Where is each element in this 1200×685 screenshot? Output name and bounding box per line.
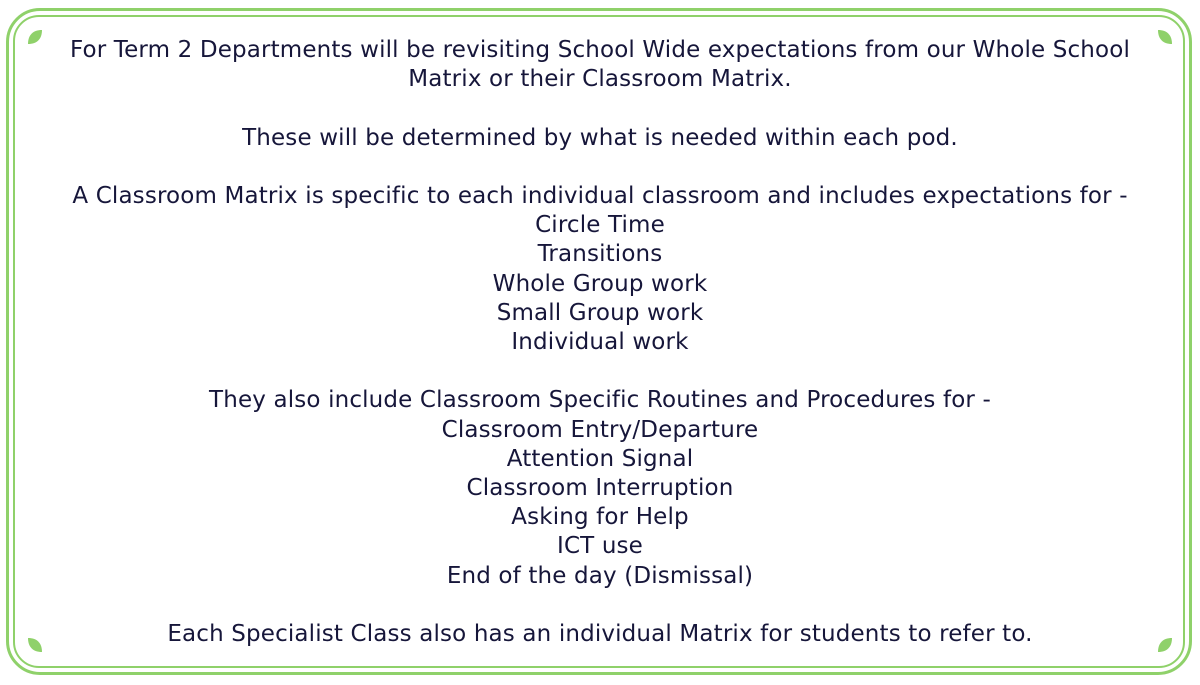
classroom-matrix-heading: A Classroom Matrix is specific to each individual classroom and includes expectations for - — [72, 182, 1128, 209]
intro-line: For Term 2 Departments will be revisiting School Wide expectations from our Whole School — [69, 37, 1131, 63]
list-item: Asking for Help — [511, 504, 689, 531]
list-item: Classroom Entry/Departure — [441, 416, 759, 443]
list-item: End of the day (Dismissal) — [446, 562, 754, 589]
list-item: Classroom Interruption — [466, 475, 734, 501]
specialist-note: Each Specialist Class also has an individual Matrix for students to refer to. — [167, 621, 1033, 647]
notice-body — [30, 36, 1170, 649]
list-item: Transitions — [537, 241, 663, 268]
list-item: Individual work — [511, 329, 689, 355]
list-item: Whole Group work — [492, 270, 708, 297]
routines-heading: They also include Classroom Specific Routines and Procedures for - — [209, 387, 991, 414]
pod-note: These will be determined by what is needed within each pod. — [242, 124, 958, 151]
list-item: Attention Signal — [506, 445, 694, 472]
list-item: Circle Time — [535, 212, 665, 239]
intro-line: Matrix or their Classroom Matrix. — [408, 66, 792, 93]
list-item: Small Group work — [496, 299, 704, 326]
list-item: ICT use — [557, 533, 643, 560]
